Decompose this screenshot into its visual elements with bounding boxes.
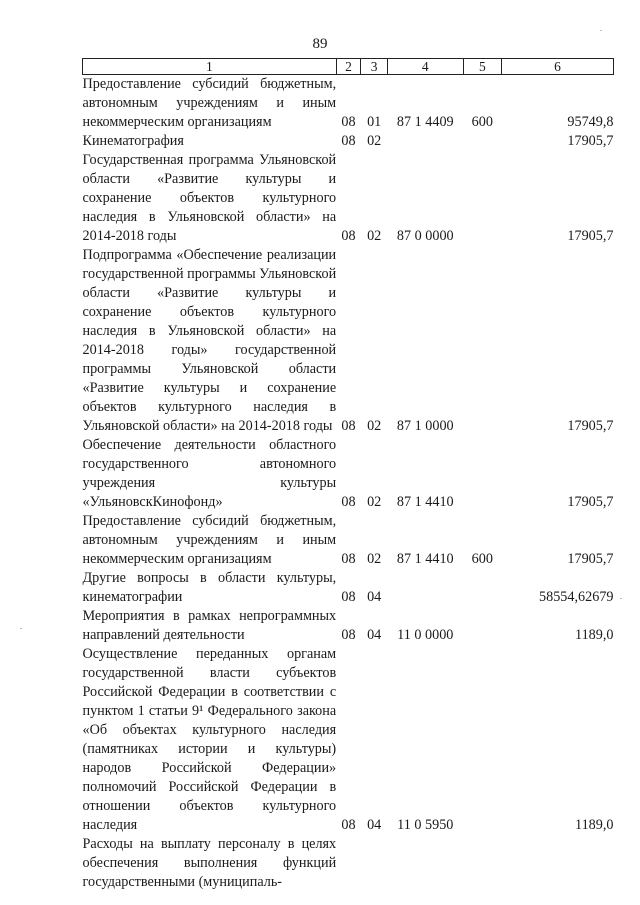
row-section: [336, 835, 361, 892]
row-section: 08: [341, 494, 356, 510]
row-subsection: 04: [367, 589, 382, 605]
table-header-row: [83, 59, 614, 75]
column-header-4: 4: [387, 59, 463, 75]
row-subsection: 02: [367, 551, 382, 567]
table-row: [83, 75, 614, 133]
page-number: 89: [312, 36, 328, 52]
scan-speck: [620, 598, 622, 599]
table-row: [83, 569, 614, 607]
row-expense-type: [463, 835, 501, 892]
row-target-article: 11 0 5950: [397, 817, 454, 833]
row-amount: 58554,62679: [539, 589, 614, 605]
row-name: Другие вопросы в области культуры, кинематографии: [82, 570, 337, 605]
scan-speck: [20, 628, 22, 629]
row-expense-type: [463, 436, 501, 512]
table-row: [83, 512, 614, 569]
row-expense-type: [463, 645, 501, 835]
row-name: Государственная программа Ульяновской области «Развитие культуры и сохранение объектов культурного наследия в Ульяновской области» на 2014-2018 годы: [82, 152, 337, 244]
table-row: [83, 835, 614, 892]
row-amount: 17905,7: [567, 494, 614, 510]
row-subsection: 02: [367, 228, 382, 244]
row-name: Осуществление переданных органам государственной власти субъектов Российской Федерации в соответствии с пунктом 1 статьи 9¹ Федерального закона «Об объектах культурного наследия (памятниках истории и культуры) народов Российской Федерации» полномочий Российской Федерации в отношении объектов культурного наследия: [82, 646, 337, 833]
row-target-article: 87 1 0000: [396, 418, 454, 434]
row-name: Обеспечение деятельности областного государственного автономного учреждения культуры «УльяновскКинофонд»: [82, 437, 337, 510]
column-header-6: 6: [502, 59, 614, 75]
table-row: [83, 607, 614, 645]
row-amount: [502, 835, 614, 892]
table-row: [83, 645, 614, 835]
row-amount: 17905,7: [567, 418, 614, 434]
row-amount: 1189,0: [575, 627, 614, 643]
row-name: Расходы на выплату персоналу в целях обеспечения выполнения функций государственными (муниципаль-: [82, 836, 337, 890]
row-subsection: 04: [367, 817, 382, 833]
row-name: Предоставление субсидий бюджетным, автономным учреждениям и иным некоммерческим организациям: [82, 513, 337, 567]
table-row: [83, 246, 614, 436]
row-section: 08: [341, 551, 356, 567]
row-target-article: 11 0 0000: [397, 627, 454, 643]
row-section: 08: [341, 133, 356, 149]
row-target-article: 87 1 4410: [396, 494, 454, 510]
row-amount: 17905,7: [567, 228, 614, 244]
row-expense-type: [463, 569, 501, 607]
row-target-article: 87 1 4409: [396, 114, 454, 130]
row-expense-type: [463, 132, 501, 151]
row-target-article: 87 0 0000: [396, 228, 454, 244]
column-header-3: 3: [361, 59, 388, 75]
row-name: Предоставление субсидий бюджетным, автономным учреждениям и иным некоммерческим организациям: [82, 76, 337, 130]
row-name: Мероприятия в рамках непрограммных направлений деятельности: [82, 608, 337, 643]
row-target-article: [387, 132, 463, 151]
table-row: [83, 436, 614, 512]
row-target-article: 87 1 4410: [396, 551, 454, 567]
row-subsection: 02: [367, 494, 382, 510]
row-subsection: 02: [367, 418, 382, 434]
row-section: 08: [341, 817, 356, 833]
row-section: 08: [341, 114, 356, 130]
row-target-article: [387, 569, 463, 607]
row-section: 08: [341, 589, 356, 605]
row-subsection: 01: [367, 114, 382, 130]
row-section: 08: [341, 418, 356, 434]
row-amount: 17905,7: [567, 551, 614, 567]
row-expense-type: [463, 607, 501, 645]
row-amount: 17905,7: [567, 133, 614, 149]
column-header-1: 1: [83, 59, 337, 75]
row-subsection: 04: [367, 627, 382, 643]
column-header-2: 2: [336, 59, 361, 75]
row-expense-type: 600: [471, 114, 493, 130]
row-subsection: [361, 835, 388, 892]
row-subsection: 02: [367, 133, 382, 149]
row-section: 08: [341, 228, 356, 244]
row-amount: 95749,8: [567, 114, 614, 130]
row-name: Подпрограмма «Обеспечение реализации государственной программы Ульяновской области «Развитие культуры и сохранение объектов культурного наследия в Ульяновской области» на 2014-2018 годы» государственной программы Ульяновской области «Развитие культуры и сохранение объектов культурного наследия в Ульяновской области» на 2014-2018 годы: [82, 247, 337, 434]
row-name: Кинематография: [82, 133, 184, 149]
row-expense-type: [463, 246, 501, 436]
column-header-5: 5: [463, 59, 501, 75]
row-expense-type: 600: [471, 551, 493, 567]
scan-speck: [600, 30, 602, 31]
row-expense-type: [463, 151, 501, 246]
table-row: [83, 151, 614, 246]
row-amount: 1189,0: [575, 817, 614, 833]
budget-table: [82, 58, 614, 892]
row-target-article: [387, 835, 463, 892]
table-row: [83, 132, 614, 151]
row-section: 08: [341, 627, 356, 643]
